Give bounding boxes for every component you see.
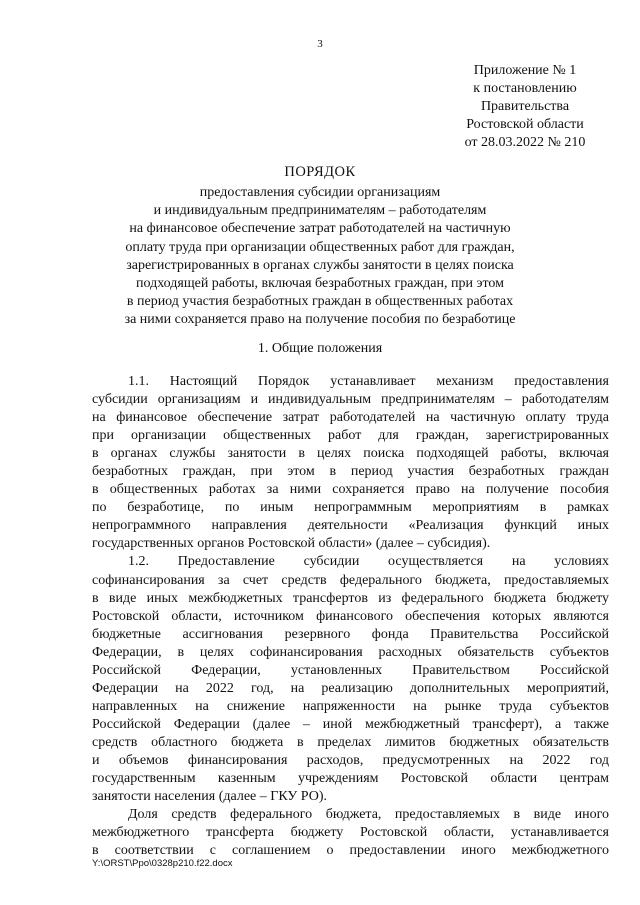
subtitle-line: оплату труда при организации общественных работ для граждан, bbox=[125, 239, 515, 255]
body-line: государственным казенным учреждениям Ростовской области центрам bbox=[92, 771, 609, 787]
body-line: и объемов финансирования расходов, предусмотренных на 2022 год bbox=[92, 752, 609, 768]
body-line: 1.1. Настоящий Порядок устанавливает механизм предоставления bbox=[128, 374, 609, 389]
body-line: непрограммного направления деятельности «Реализация функций иных bbox=[92, 518, 609, 534]
appendix-line: Ростовской области bbox=[466, 117, 584, 132]
body-line: Ростовской области, источником финансового обеспечения которых являются bbox=[92, 608, 609, 624]
body-line: 1.2. Предоставление субсидии осуществляется на условиях bbox=[128, 554, 609, 570]
body-line: Федерации на 2022 год, на реализацию дополнительных мероприятий, bbox=[92, 680, 609, 696]
body-line: Федерации, в целях софинансирования расходных обязательств субъектов bbox=[92, 644, 609, 660]
body-line: на финансовое обеспечение затрат работодателей на частичную оплату труда bbox=[92, 410, 609, 426]
body-line: в соответствии с соглашением о предоставлении иного межбюджетного bbox=[92, 843, 609, 859]
body-line: бюджетные ассигнования резервного фонда Правительства Российской bbox=[92, 626, 609, 642]
body-line: субсидии организациям и индивидуальным предпринимателям – работодателям bbox=[92, 392, 609, 408]
appendix-line: к постановлению bbox=[473, 81, 577, 96]
subtitle-line: и индивидуальным предпринимателям – работодателям bbox=[153, 203, 487, 219]
body-line: Доля средств федерального бюджета, предоставляемых в виде иного bbox=[128, 807, 609, 823]
subtitle-line: зарегистрированных в органах службы занятости в целях поиска bbox=[126, 257, 514, 273]
body-line: в общественных работах за ними сохраняется право на получение пособия bbox=[92, 482, 609, 498]
subtitle-line: на финансовое обеспечение затрат работодателей на частичную bbox=[129, 221, 511, 237]
subtitle-line: за ними сохраняется право на получение пособия по безработице bbox=[124, 312, 516, 328]
body-line: софинансирования за счет средств федерального бюджета, предоставляемых bbox=[92, 572, 609, 588]
body-line: по безработице, по иным непрограммным мероприятиям в рамках bbox=[92, 500, 609, 516]
section-heading: 1. Общие положения bbox=[257, 341, 383, 356]
body-text bbox=[92, 373, 609, 860]
body-line: в органах службы занятости в целях поиска подходящей работы, включая bbox=[92, 446, 609, 462]
body-line: Российской Федерации, установленных Правительством Российской bbox=[92, 662, 609, 678]
subtitle-line: подходящей работы, включая безработных граждан, при этом bbox=[135, 276, 505, 292]
document-title: ПОРЯДОК bbox=[284, 164, 356, 180]
subtitle-line: в период участия безработных граждан в общественных работах bbox=[126, 294, 514, 310]
body-line: средств областного бюджета в пределах лимитов бюджетных обязательств bbox=[92, 734, 609, 750]
document-subtitle bbox=[60, 184, 580, 330]
body-line: безработных граждан, при этом в период участия безработных граждан bbox=[92, 464, 609, 480]
body-line: Российской Федерации (далее – иной межбюджетный трансферт), а также bbox=[92, 716, 609, 732]
body-line: государственных органов Ростовской области» (далее – субсидия). bbox=[92, 536, 491, 552]
appendix-line: Правительства bbox=[480, 99, 570, 114]
appendix-line: от 28.03.2022 № 210 bbox=[464, 135, 586, 150]
body-line: межбюджетного трансферта бюджету Ростовской области, устанавливается bbox=[92, 825, 609, 841]
body-line: при организации общественных работ для граждан, зарегистрированных bbox=[92, 428, 609, 444]
appendix-line: Приложение № 1 bbox=[473, 63, 577, 78]
appendix-block bbox=[430, 62, 620, 152]
subtitle-line: предоставления субсидии организациям bbox=[199, 185, 441, 200]
body-line: направленных на снижение напряженности на рынке труда субъектов bbox=[92, 698, 609, 714]
file-path-footer: Y:\ORST\Ppo\0328p210.f22.docx bbox=[92, 858, 233, 869]
body-line: занятости населения (далее – ГКУ РО). bbox=[92, 789, 328, 805]
page-number: 3 bbox=[317, 38, 323, 50]
body-line: в виде иных межбюджетных трансфертов из федерального бюджета бюджету bbox=[92, 590, 609, 606]
